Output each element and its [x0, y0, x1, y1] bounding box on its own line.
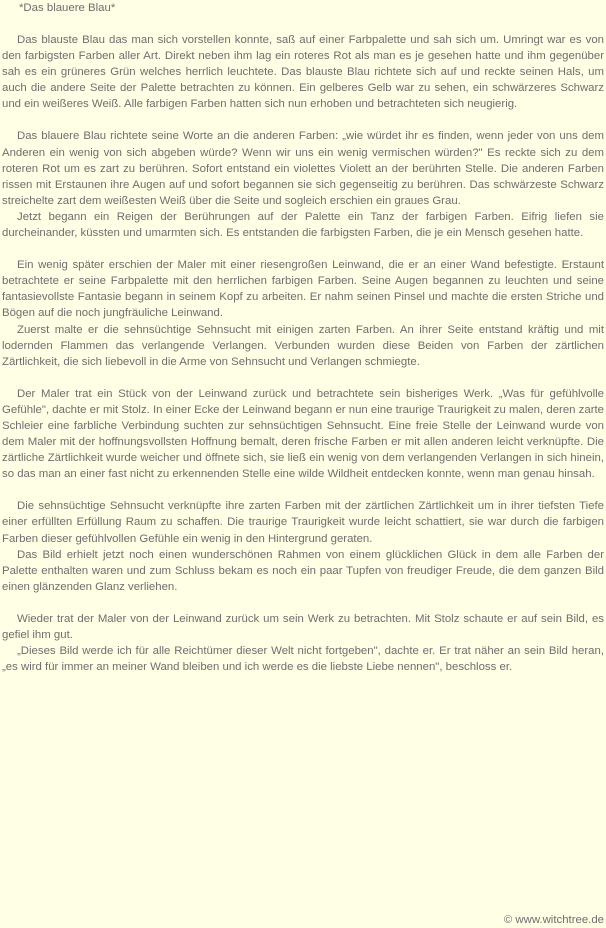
paragraph-gap	[2, 112, 604, 128]
story-paragraph: Das blauste Blau das man sich vorstellen konnte, saß auf einer Farbpalette und sah sich um. Umringt war es von den farbigsten Farben aller Art. Direkt neben ihm lag ein roteres Rot als man es je gesehen hatte und ihm gegenüber sah es ein grüneres Grün welches herrlich leuchtete. Das blauste Blau richtete sich auf und reckte seinen Hals, um auch die andere Seite der Palette betrachten zu können. Ein gelberes Gelb war zu sehen, ein schwärzeres Schwarz und ein weißeres Weiß. Alle farbigen Farben hatten sich nun erhoben und betrachteten sich neugierig.	[2, 34, 604, 111]
story-paragraph: Jetzt begann ein Reigen der Berührungen auf der Palette ein Tanz der farbigen Farben. Eifrig liefen sie durcheinander, küssten und umarmten sich. Es entstanden die farbigsten Farben, die je ein Mensch gesehen hatte.	[2, 210, 604, 240]
story-paragraph: Wieder trat der Maler von der Leinwand zurück um sein Werk zu betrachten. Mit Stolz schaute er auf sein Bild, es gefiel ihm gut.	[2, 612, 604, 641]
story-paragraph: „Dieses Bild werde ich für alle Reichtümer dieser Welt nicht fortgeben", dachte er. Er trat näher an sein Bild heran, „es wird für immer an meiner Wand bleiben und ich werde es die liebste Liebe nennen", beschloss er.	[2, 645, 604, 674]
story-title: *Das blauere Blau*	[19, 2, 116, 14]
paragraph-gap	[2, 16, 604, 32]
story-paragraph: Ein wenig später erschien der Maler mit einer riesengroßen Leinwand, die er an einer Wand befestigte. Erstaunt betrachtete er seine Farbpalette mit den herrlichen farbigen Farben. Seine Augen begannen zu leuchten und seine fantasievollste Fantasie begann in seinem Kopf zu arbeiten. Er nahm seinen Pinsel und machte die ersten Striche und Bögen auf die noch jungfräuliche Leinwand.	[2, 259, 604, 320]
story-paragraph: Die sehnsüchtige Sehnsucht verknüpfte ihre zarten Farben mit der zärtlichen Zärtlichkeit um in ihrer tiefsten Tiefe einer erfüllten Erfüllung Raum zu schaffen. Die traurige Traurigkeit wurde leicht schattiert, sie war durch die farbigen Farben dieser gefühlvollen Gefühle ein wenig in den Hintergrund geraten.	[2, 500, 604, 545]
paragraph-gap	[2, 241, 604, 257]
copyright-link[interactable]: © www.witchtree.de	[503, 914, 604, 926]
paragraph-gap	[2, 370, 604, 386]
story-paragraph: Das Bild erhielt jetzt noch einen wunderschönen Rahmen von einem glücklichen Glück in dem alle Farben der Palette enthalten waren und zum Schluss bekam es noch ein paar Tupfen von freudiger Freude, die dem ganzen Bild einen glänzenden Glanz verliehen.	[2, 548, 604, 593]
story-paragraph: Zuerst malte er die sehnsüchtige Sehnsucht mit einigen zarten Farben. An ihrer Seite entstand kräftig und mit lodernden Flammen das verlangende Verlangen. Verbunden wurden diese Beiden von Farben der zärtlichen Zärtlichkeit, die sich liebevoll in die Arme von Sehnsucht und Verlangen schmiegte.	[2, 323, 604, 368]
story-paragraph: Das blauere Blau richtete seine Worte an die anderen Farben: „wie würdet ihr es finden, wenn jeder von uns dem Anderen ein wenig von sich abgeben würde? Wenn wir uns ein wenig vermischen würden?" Es reckte sich zu dem roteren Rot um es zart zu berühren. Sofort entstand ein violettes Violett an der berührten Stelle. Die anderen Farben rissen mit Erstaunen ihre Augen auf und sofort begannen sie sich gegenseitig zu berühren. Das schwärzeste Schwarz streichelte zart dem weißesten Weiß über die Seite und sogleich erschien ein graues Grau.	[2, 130, 604, 207]
paragraph-gap	[2, 482, 604, 498]
story-body	[2, 0, 604, 675]
story-paragraph: Der Maler trat ein Stück von der Leinwand zurück und betrachtete sein bisheriges Werk. „Was für gefühlvolle Gefühle", dachte er mit Stolz. In einer Ecke der Leinwand begann er nun eine traurige Traurigkeit zu malen, deren zarte Schleier eine farbliche Verbindung suchten zur sehnsüchtigen Sehnsucht. Eine freie Stelle der Leinwand wurde von dem Maler mit der hoffnungsvollsten Hoffnung bemalt, deren frische Farben er mit allen anderen leicht verknüpfte. Die zärtliche Zärtlichkeit wurde weicher und öffnete sich, sie ließ ein wenig von dem verlangenden Verlangen in sich hinein, so das man an einer fast nicht zu erkennenden Stelle eine wilde Wildheit entdecken konnte, wenn man genau hinsah.	[2, 387, 604, 481]
paragraph-gap	[2, 595, 604, 611]
